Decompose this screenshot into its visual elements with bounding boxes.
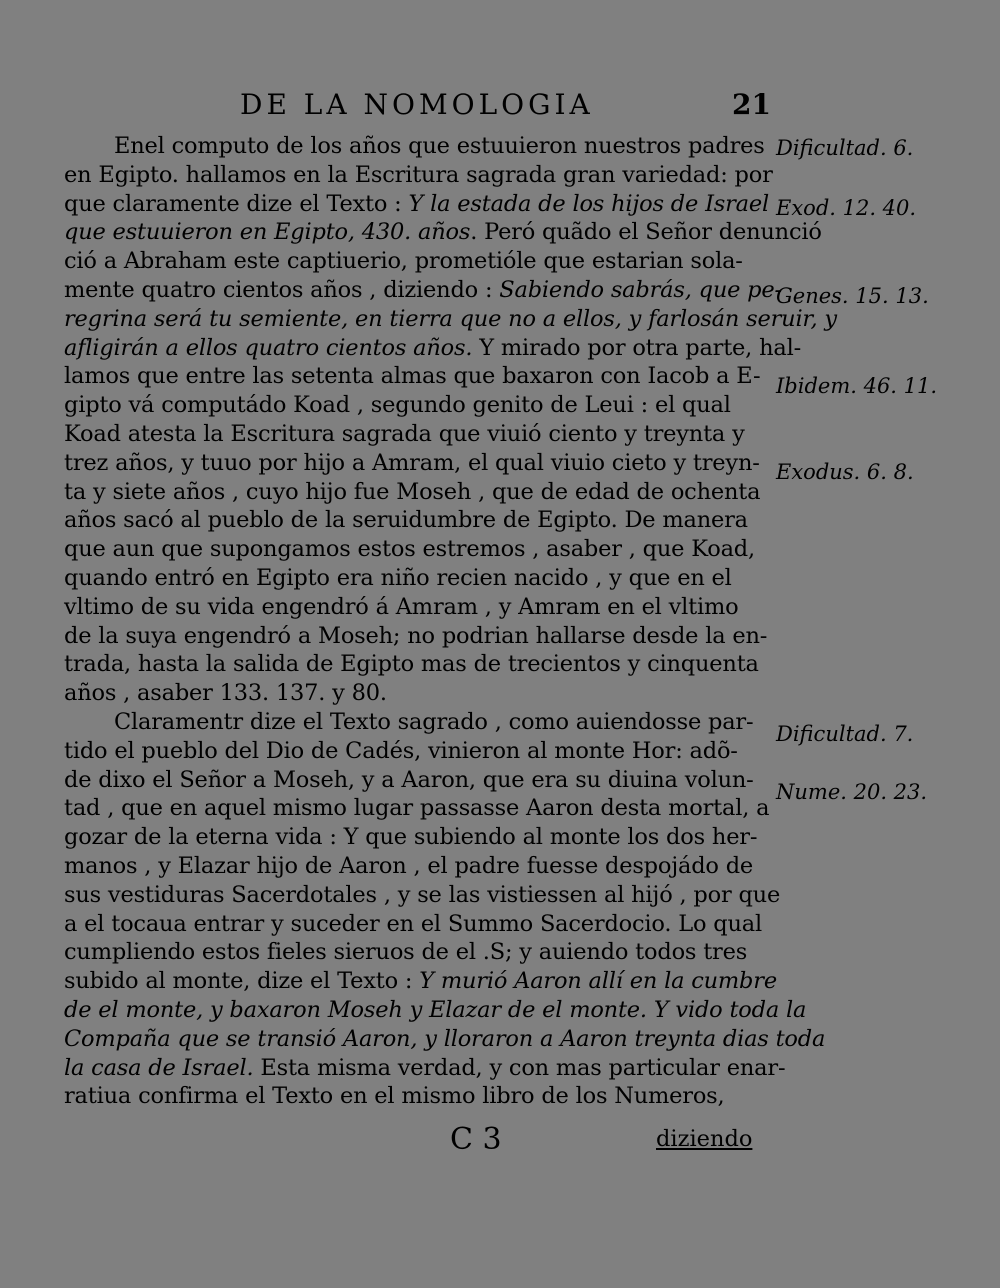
line-roman-text: mente quatro cientos años , diziendo :: [64, 276, 500, 303]
text-line: [64, 449, 764, 478]
line-roman-text: de la suya engendró a Moseh; no podrian hallarse desde la en-: [64, 622, 768, 649]
text-line: [64, 622, 768, 651]
text-line: [64, 132, 764, 161]
margin-note: Exod. 12. 40.: [776, 196, 917, 220]
line-roman-text: vltimo de su vida engendró á Amram , y Amram en el vltimo: [64, 593, 739, 620]
text-line: [64, 823, 764, 852]
text-line: [64, 362, 764, 391]
line-roman-text: años sacó al pueblo de la seruidumbre de Egipto. De manera: [64, 507, 748, 534]
text-line: [64, 737, 764, 766]
text-line: [64, 679, 764, 708]
line-italic-text: afligirán a ellos quatro cientos años.: [64, 334, 473, 361]
text-line: [64, 564, 764, 593]
text-line: [64, 708, 764, 737]
margin-note: Ibidem. 46. 11.: [776, 374, 938, 398]
text-line: [64, 1025, 826, 1054]
line-italic-text: Sabiendo sabrás, que pe-: [499, 276, 782, 303]
line-roman-text: Claramentr dize el Texto sagrado , como auiendosse par-: [114, 708, 754, 735]
main-text-block: [64, 132, 837, 1111]
line-italic-text: que estuuieron en Egipto, 430. años: [64, 219, 471, 246]
text-line: [64, 391, 764, 420]
text-line: [64, 535, 764, 564]
text-line: [64, 190, 769, 219]
line-roman-text: trez años, y tuuo por hijo a Amram, el qual viuio cieto y treyn-: [64, 449, 760, 476]
text-line: [64, 478, 764, 507]
text-line: [64, 506, 764, 535]
line-italic-text: la casa de Israel.: [64, 1054, 254, 1081]
text-line: [64, 794, 770, 823]
text-line: [64, 161, 773, 190]
line-italic-text: Y la estada de los hijos de Israel: [408, 190, 769, 217]
line-roman-text: tido el pueblo del Dio de Cadés, vinieron al monte Hor: adõ-: [64, 737, 738, 764]
text-line: [64, 247, 764, 276]
text-line: [64, 938, 764, 967]
line-roman-text: cumpliendo estos fieles sieruos de el .S; y auiendo todos tres: [64, 939, 748, 966]
text-line: [64, 881, 781, 910]
text-line: [64, 305, 837, 334]
line-roman-text: Koad atesta la Escritura sagrada que viuió ciento y treynta y: [64, 420, 745, 447]
text-line: [64, 650, 764, 679]
signature-mark: C 3: [450, 1122, 502, 1157]
text-line: [64, 766, 764, 795]
text-line: [64, 276, 782, 305]
line-roman-text: sus vestiduras Sacerdotales , y se las vistiessen al hijó , por que: [64, 881, 781, 908]
line-roman-text: tad , que en aquel mismo lugar passasse Aaron desta mortal, a: [64, 795, 770, 822]
text-line: [64, 420, 764, 449]
line-italic-text: Compaña que se transió Aaron, y lloraron a Aaron treynta dias toda: [64, 1025, 826, 1052]
text-line: [64, 1054, 786, 1083]
line-roman-text: ratiua confirma el Texto en el mismo libro de los Numeros,: [64, 1083, 725, 1110]
line-roman-text: . Peró quãdo el Señor denunció: [470, 219, 822, 246]
catchword: diziendo: [656, 1126, 753, 1152]
text-line: [64, 1082, 764, 1111]
line-roman-text: quando entró en Egipto era niño recien nacido , y que en el: [64, 564, 732, 591]
text-line: [64, 218, 822, 247]
line-roman-text: ció a Abraham este captiuerio, prometióle que estarian sola-: [64, 248, 743, 275]
line-roman-text: en Egipto. hallamos en la Escritura sagrada gran variedad: por: [64, 161, 773, 188]
line-roman-text: lamos que entre las setenta almas que baxaron con Iacob a E-: [64, 363, 761, 390]
line-roman-text: Y mirado por otra parte, hal-: [472, 334, 801, 361]
line-roman-text: años , asaber 133. 137. y 80.: [64, 680, 387, 707]
margin-note: Exodus. 6. 8.: [776, 460, 914, 484]
line-roman-text: trada, hasta la salida de Egipto mas de trecientos y cinquenta: [64, 651, 759, 678]
line-italic-text: Y murió Aaron allí en la cumbre: [419, 968, 777, 995]
line-roman-text: de dixo el Señor a Moseh, y a Aaron, que era su diuina volun-: [64, 766, 754, 793]
line-roman-text: gipto vá computádo Koad , segundo genito de Leui : el qual: [64, 392, 731, 419]
line-roman-text: Esta misma verdad, y con mas particular enar-: [253, 1054, 786, 1081]
text-line: [64, 967, 777, 996]
line-roman-text: ta y siete años , cuyo hijo fue Moseh , que de edad de ochenta: [64, 478, 761, 505]
margin-note: Nume. 20. 23.: [776, 780, 928, 804]
line-roman-text: Enel computo de los años que estuuieron nuestros padres: [114, 133, 765, 159]
text-line: [64, 996, 807, 1025]
margin-note: Genes. 15. 13.: [776, 284, 929, 308]
line-roman-text: manos , y Elazar hijo de Aaron , el padre fuesse despojádo de: [64, 852, 754, 879]
text-line: [64, 910, 764, 939]
margin-note: Dificultad. 7.: [776, 722, 914, 746]
line-roman-text: que aun que supongamos estos estremos , asaber , que Koad,: [64, 536, 755, 563]
margin-note: Dificultad. 6.: [776, 136, 914, 160]
line-roman-text: gozar de la eterna vida : Y que subiendo al monte los dos her-: [64, 824, 758, 851]
line-roman-text: subido al monte, dize el Texto :: [64, 968, 420, 995]
text-line: [64, 593, 764, 622]
line-roman-text: que claramente dize el Texto :: [64, 190, 409, 217]
line-italic-text: de el monte, y baxaron Moseh y Elazar de el monte. Y vido toda la: [64, 996, 807, 1023]
page-number: 21: [732, 88, 771, 121]
line-roman-text: a el tocaua entrar y suceder en el Summo Sacerdocio. Lo qual: [64, 910, 763, 937]
running-head: DE LA NOMOLOGIA: [240, 88, 594, 121]
line-italic-text: regrina será tu semiente, en tierra que no a ellos, y farlosán seruir, y: [64, 305, 837, 332]
text-line: [64, 852, 764, 881]
text-line: [64, 334, 801, 363]
